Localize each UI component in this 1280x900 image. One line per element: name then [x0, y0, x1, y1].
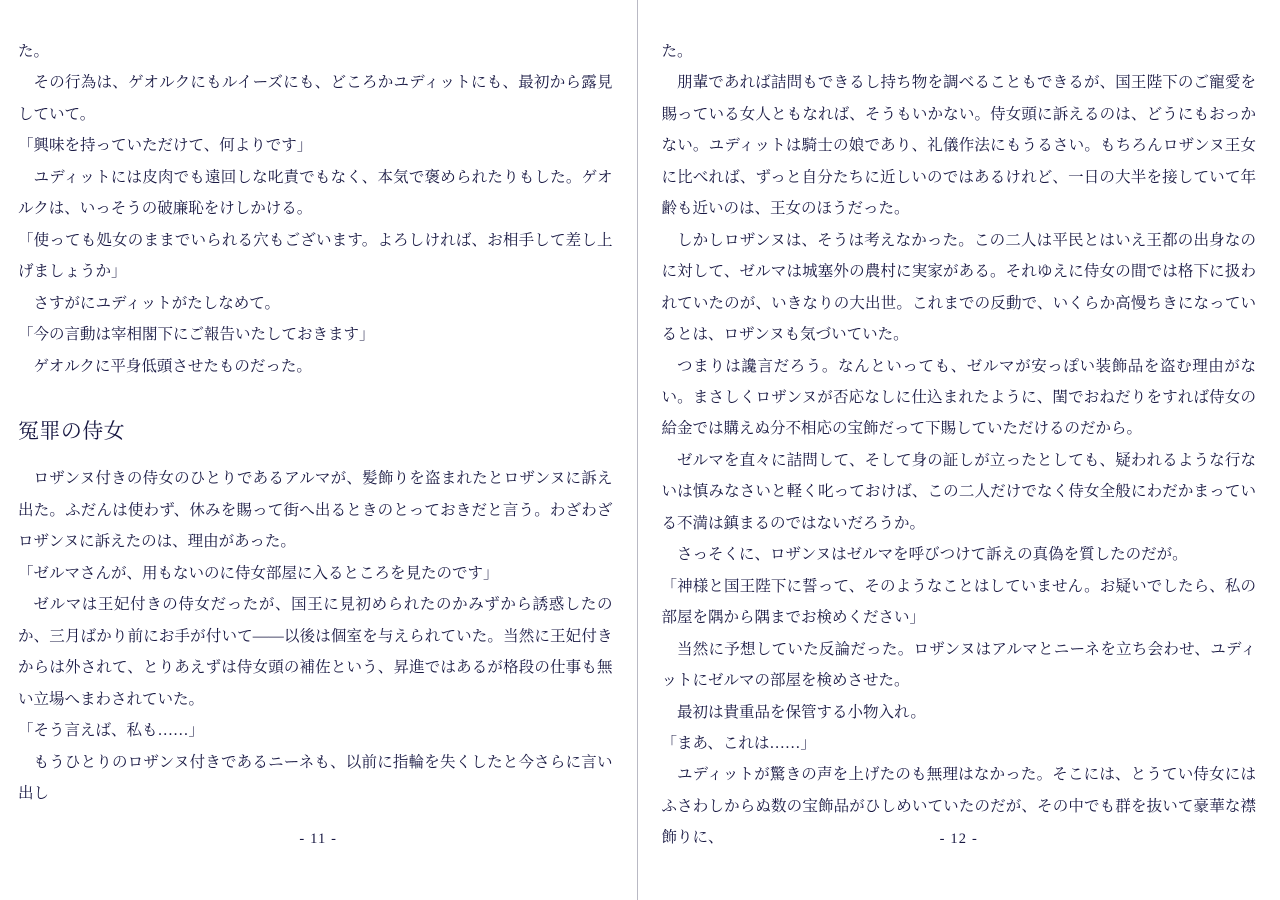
page-left [0, 0, 637, 900]
paragraph: ユディットが驚きの声を上げたのも無理はなかった。そこには、とうてい侍女にはふさわしからぬ数の宝飾品がひしめいていたのだが、その中でも群を抜いて豪華な襟飾りに、 [661, 766, 1256, 847]
dialogue-line: 「ゼルマさんが、用もないのに侍女部屋に入るところを見たのです」 [18, 564, 499, 582]
paragraph: ゲオルクに平身低頭させたものだった。 [33, 357, 312, 375]
dialogue-line: 「使っても処女のままでいられる穴もございます。よろしければ、お相手して差し上げましょうか」 [18, 231, 613, 281]
paragraph: さっそくに、ロザンヌはゼルマを呼びつけて訴えの真偽を質したのだが。 [677, 546, 1188, 564]
paragraph: その行為は、ゲオルクにもルイーズにも、どころかユディットにも、最初から露見していて。 [18, 74, 613, 123]
paragraph: た。 [661, 43, 693, 60]
paragraph: ロザンヌ付きの侍女のひとりであるアルマが、髪飾りを盗まれたとロザンヌに訴え出た。ふだんは使わず、休みを賜って街へ出るときのとっておきだと言う。わざわざロザンヌに訴えたのは、理由があった。 [18, 470, 613, 551]
paragraph: ユディットには皮肉でも遠回しな叱責でもなく、本気で褒められたりもした。ゲオルクは、いっそうの破廉恥をけしかける。 [18, 168, 613, 218]
paragraph: しかしロザンヌは、そうは考えなかった。この二人は平民とはいえ王都の出身なのに対して、ゼルマは城塞外の農村に実家がある。それゆえに侍女の間では格下に扱われていたのが、いきなりの大出世。これまでの反動で、いくらか高慢ちきになっているとは、ロザンヌも気づいていた。 [661, 231, 1256, 344]
paragraph: 最初は貴重品を保管する小物入れ。 [677, 703, 926, 721]
paragraph: 当然に予想していた反論だった。ロザンヌはアルマとニーネを立ち会わせ、ユディットにゼルマの部屋を検めさせた。 [661, 640, 1256, 690]
dialogue-line: 「興味を持っていただけて、何よりです」 [18, 137, 313, 155]
paragraph: 朋輩であれば詰問もできるし持ち物を調べることもできるが、国王陛下のご寵愛を賜っている女人ともなれば、そうもいかない。侍女頭に訴えるのは、どうにもおっかない。ユディットは騎士の娘であり、礼儀作法にもうるさい。もちろんロザンヌ王女に比べれば、ずっと自分たちに近しいのではあるけれど、一日の大半を接していて年齢も近いのは、王女のほうだった。 [661, 74, 1256, 218]
paragraph: さすがにユディットがたしなめて。 [33, 294, 280, 312]
paragraph: ゼルマを直々に詰問して、そして身の証しが立ったとしても、疑われるような行ないは慎みなさいと軽く叱っておけば、この二人だけでなく侍女全般にわだかまっている不満は鎮まるのではないだろうか。 [661, 451, 1256, 532]
section-heading: 冤罪の侍女 [18, 418, 126, 443]
page-right [638, 0, 1280, 900]
paragraph: ゼルマは王妃付きの侍女だったが、国王に見初められたのかみずから誘惑したのか、三月ばかり前にお手が付いて――以後は個室を与えられていた。当然に王妃付きからは外されて、とりあえずは侍女頭の補佐という、昇進ではあるが格段の仕事も無い立場へまわされていた。 [18, 596, 613, 708]
dialogue-line: 「まあ、これは……」 [661, 734, 816, 752]
dialogue-line: 「今の言動は宰相閣下にご報告いたしておきます」 [18, 326, 375, 344]
paragraph: つまりは讒言だろう。なんといっても、ゼルマが安っぽい装飾品を盗む理由がない。まさしくロザンヌが否応なしに仕込まれたように、閨でおねだりをすれば侍女の給金では購えぬ分不相応の宝飾だって下賜していただけるのだから。 [661, 357, 1256, 438]
dialogue-line: 「そう言えば、私も……」 [18, 722, 205, 740]
page-number-right: - 12 - [939, 831, 978, 847]
paragraph: た。 [18, 43, 50, 60]
page-number-left: - 11 - [299, 831, 338, 847]
page-right-body [662, 36, 1257, 854]
dialogue-line: 「神様と国王陛下に誓って、そのようなことはしていません。お疑いでしたら、私の部屋を隅から隅までお検めください」 [661, 577, 1256, 627]
page-left-body [18, 36, 613, 809]
paragraph: もうひとりのロザンヌ付きであるニーネも、以前に指輪を失くしたと今さらに言い出し [18, 753, 613, 803]
